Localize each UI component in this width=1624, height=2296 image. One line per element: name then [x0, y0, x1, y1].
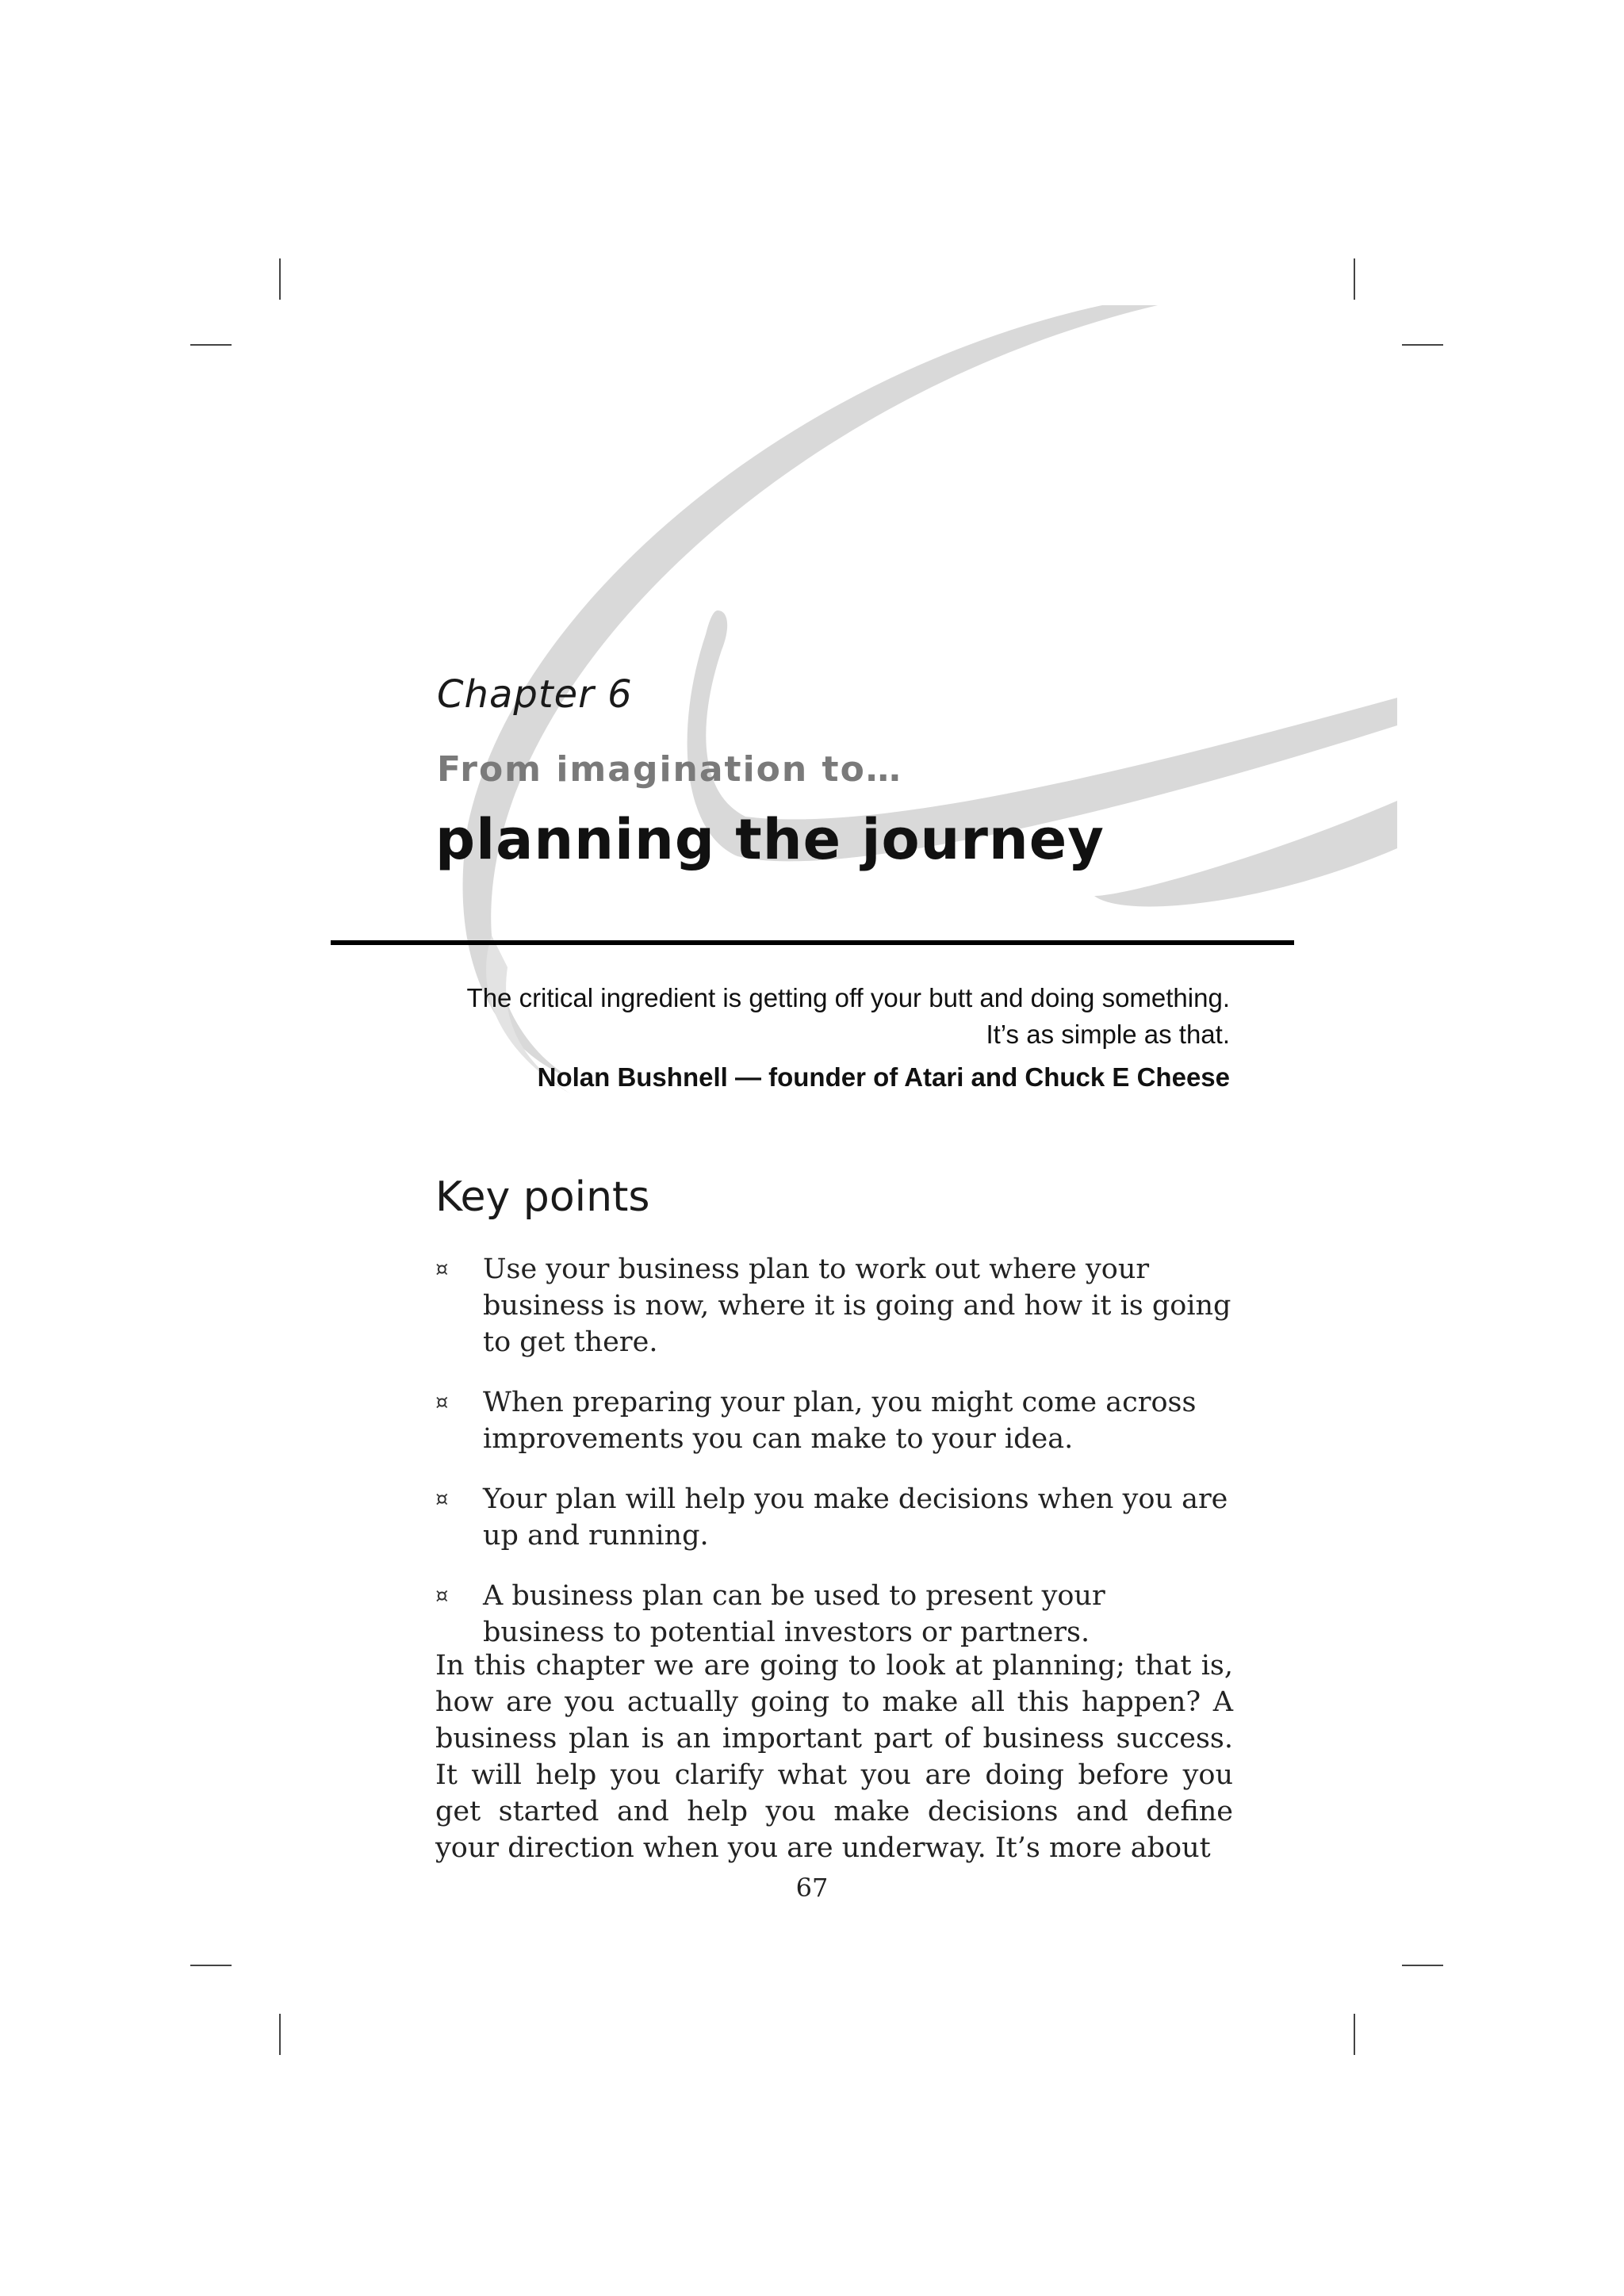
key-points-heading: Key points — [435, 1173, 650, 1221]
swoosh-lower-band — [1094, 801, 1397, 907]
chapter-title-kicker: From imagination to… — [437, 749, 902, 790]
key-point-item — [435, 1384, 1233, 1457]
key-point-item — [435, 1251, 1233, 1360]
key-points-list — [435, 1251, 1233, 1674]
key-point-text: A business plan can be used to present your business to potential investors or partners. — [483, 1580, 1105, 1648]
chapter-label: Chapter 6 — [437, 672, 633, 717]
bullet-icon: ¤ — [435, 1584, 449, 1608]
key-point-item — [435, 1481, 1233, 1554]
key-point-text: When preparing your plan, you might come across improvements you can make to your idea. — [483, 1387, 1197, 1455]
bullet-icon: ¤ — [435, 1391, 449, 1414]
key-point-text: Use your business plan to work out where your business is now, where it is going and how it is going to get there. — [483, 1253, 1231, 1358]
title-divider-rule — [331, 940, 1294, 945]
key-point-text: Your plan will help you make decisions when you are up and running. — [483, 1483, 1228, 1552]
epigraph-line-2: It’s as simple as that. — [986, 1020, 1230, 1049]
chapter-title: planning the journey — [435, 807, 1105, 872]
bullet-icon: ¤ — [435, 1257, 449, 1281]
key-point-item — [435, 1578, 1233, 1651]
body-paragraph: In this chapter we are going to look at planning; that is, how are you actually going to make all this happen? A business plan is an important part of business success. It will help you clarify what you are doing before you get started and help you make decisions and define your direction when you are underway. It’s more about — [435, 1650, 1233, 1864]
epigraph-attribution: Nolan Bushnell — founder of Atari and Chuck E Cheese — [537, 1062, 1230, 1092]
page-number: 67 — [795, 1873, 829, 1903]
bullet-icon: ¤ — [435, 1487, 449, 1511]
epigraph-line-1: The critical ingredient is getting off your butt and doing something. — [466, 983, 1230, 1012]
epigraph-quote — [437, 980, 1230, 1096]
